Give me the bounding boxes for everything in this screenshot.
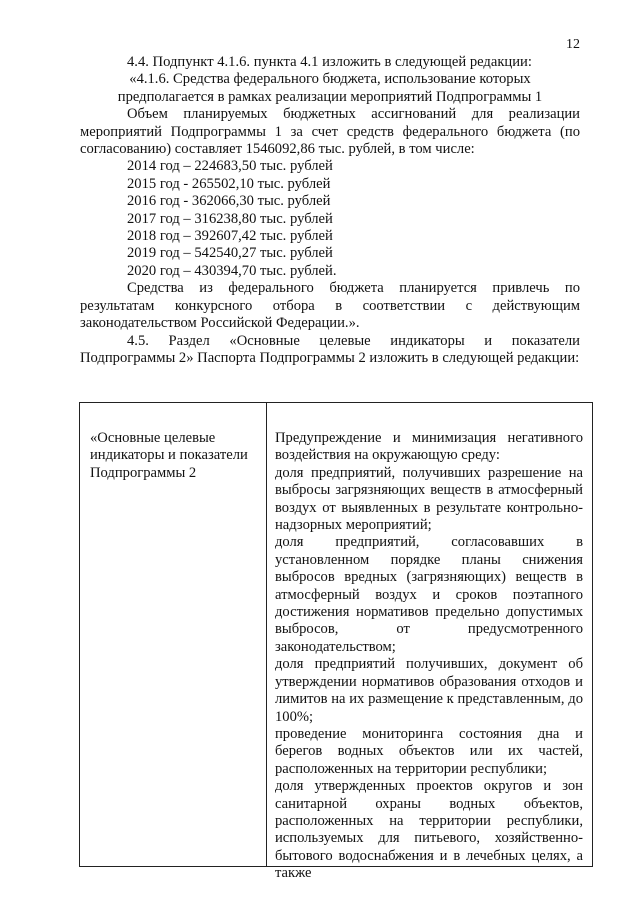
section-4-4-heading: 4.4. Подпункт 4.1.6. пункта 4.1 изложить в следующей редакции: [127, 54, 532, 70]
table-left-column [80, 403, 267, 866]
quote-title: «4.1.6. Средства федерального бюджета, использование которых предполагается в рамках реализации мероприятий Подпрограммы 1 [117, 71, 543, 105]
page-number: 12 [566, 37, 580, 52]
table-right-column [267, 403, 592, 882]
year-2017-line: 2017 год – 316238,80 тыс. рублей [127, 210, 333, 227]
year-2018-line: 2018 год – 392607,42 тыс. рублей [127, 228, 333, 245]
indicator-item: доля предприятий, согласовавших в установленном порядке планы снижения выбросов вредных (загрязняющих) веществ в атмосферный воздух и сроков поэтапного достижения нормативов предельно допустимых выбросов, от предусмотренного законодательством; [275, 534, 583, 655]
year-2014-line: 2014 год – 224683,50 тыс. рублей [127, 158, 333, 175]
funds-paragraph: Средства из федерального бюджета планируется привлечь по результатам конкурсного отбора в соответствии с действующим законодательством Российской Федерации.». [80, 280, 580, 332]
indicator-item: проведение мониторинга состояния дна и берегов водных объектов или их частей, расположенных на территории республики; [275, 725, 583, 777]
indicator-item: доля предприятий получивших, документ об утверждении нормативов образования отходов и лимитов на их размещение к представленным, до 100%; [275, 656, 583, 725]
table-left-cell-text: «Основные целевые индикаторы и показатели Подпрограммы 2 [90, 430, 248, 481]
year-funding-list [80, 158, 580, 280]
indicators-table [79, 402, 593, 882]
year-2019-line: 2019 год – 542540,27 тыс. рублей [127, 245, 333, 262]
indicator-item: доля предприятий, получивших разрешение на выбросы загрязняющих веществ в атмосферный воздух от выявленных в результате контрольно-надзорных мероприятий; [275, 464, 583, 534]
document-body [80, 54, 580, 367]
year-2016-line: 2016 год - 362066,30 тыс. рублей [127, 193, 331, 210]
indicator-list [275, 430, 583, 883]
year-2015-line: 2015 год - 265502,10 тыс. рублей [127, 175, 331, 192]
indicator-item: Предупреждение и минимизация негативного воздействия на окружающую среду: [275, 430, 583, 464]
year-2020-line: 2020 год – 430394,70 тыс. рублей. [127, 262, 337, 279]
section-4-5-paragraph: 4.5. Раздел «Основные целевые индикаторы и показатели Подпрограммы 2» Паспорта Подпрограммы 2 изложить в следующей редакции: [80, 332, 580, 366]
indicator-item: доля утвержденных проектов округов и зон санитарной охраны водных объектов, расположенных на территории республики, используемых для питьевого, хозяйственно-бытового водоснабжения и в лечебных целях, а также [275, 778, 583, 882]
volume-paragraph: Объем планируемых бюджетных ассигнований для реализации мероприятий Подпрограммы 1 за счет средств федерального бюджета (по согласованию) составляет 1546092,86 тыс. рублей, в том числе: [80, 106, 580, 158]
